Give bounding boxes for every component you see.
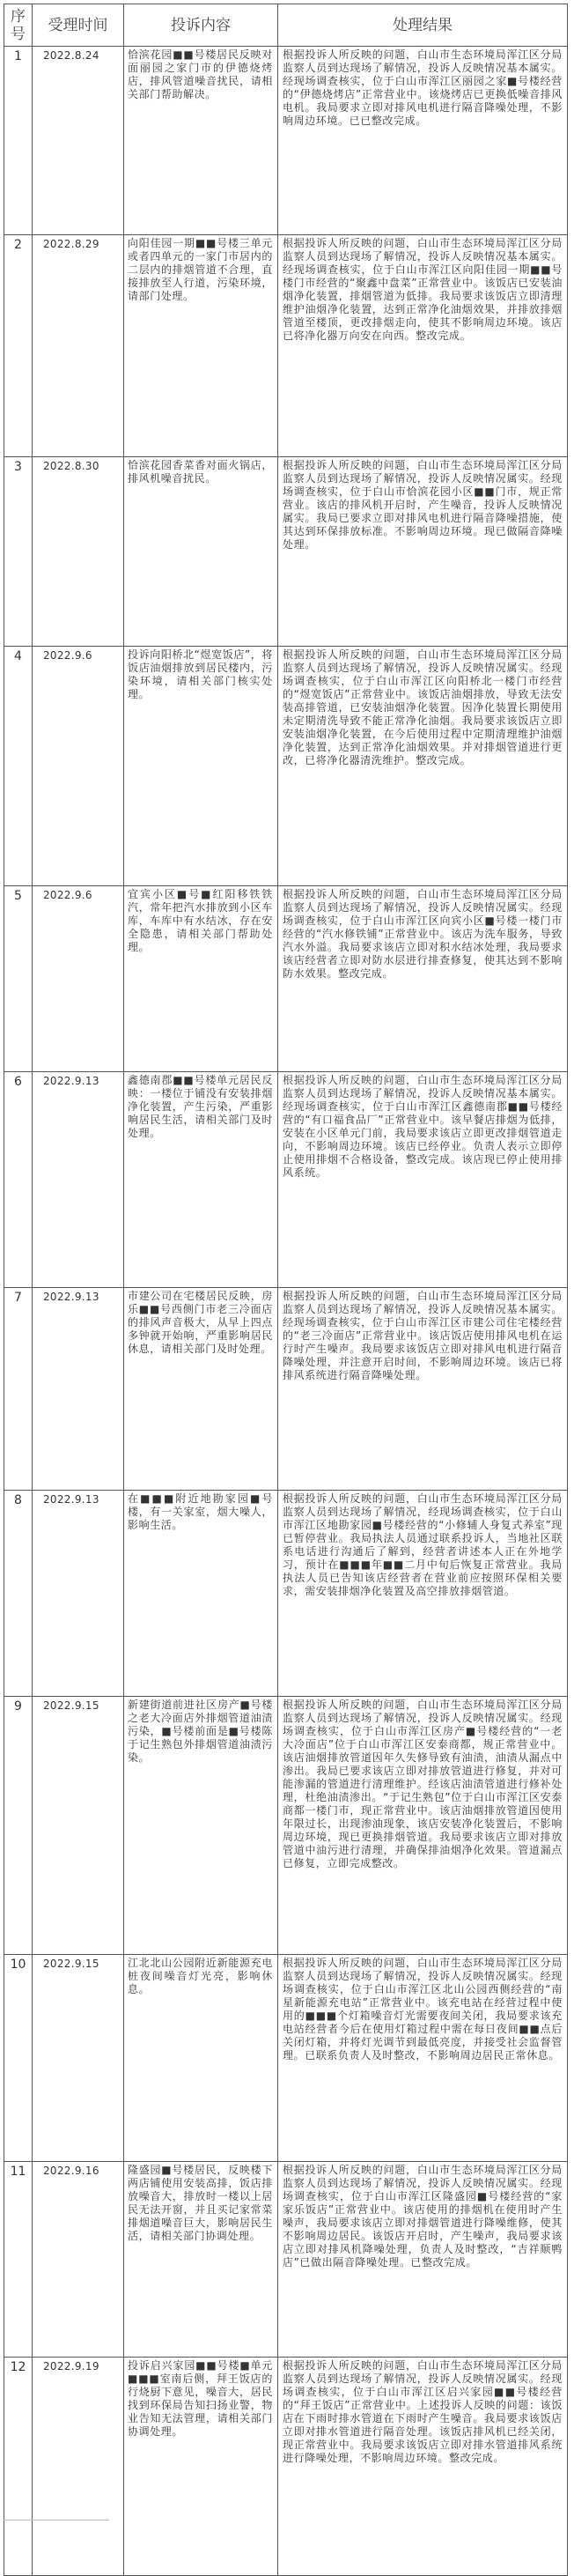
complaint-text: 在■■■附近地勘家园■号楼，有一关家室，烟大噪人，影响生活。	[128, 1492, 273, 1531]
row-result	[278, 2162, 568, 2358]
row-date: 2022.9.15	[33, 1697, 124, 1955]
table-row	[4, 1955, 568, 2162]
row-result	[278, 1491, 568, 1697]
row-result	[278, 647, 568, 886]
row-number: 1	[4, 47, 33, 235]
result-text: 根据投诉人所反映的问题，白山市生态环境局浑江区分局监察人员到达现场了解情况，投诉人反映情况基本属实。经现场调查核实，位于白山市浑江区向阳佳园一期■■号楼门市经营的“聚鑫中盘菜”正常营业中。该饭店已安装油烟净化装置，排烟管道为低排。我局要求该饭店立即清理维护油烟净化装置，达到正常净化油烟效果，并排放排烟管道至楼顶，更改排烟走向，使其不影响周边环境。该店已将净化器万向安在向西。整改完成。	[283, 237, 563, 342]
complaint-table	[4, 4, 568, 2576]
row-number: 12	[4, 2358, 33, 2576]
table-row	[4, 1072, 568, 1288]
row-number: 3	[4, 457, 33, 647]
row-date: 2022.9.19	[33, 2358, 124, 2576]
table-row	[4, 647, 568, 886]
row-result	[278, 47, 568, 235]
row-complaint	[124, 457, 278, 647]
header-time: 受理时间	[33, 4, 124, 47]
row-number: 6	[4, 1072, 33, 1288]
table-row	[4, 1288, 568, 1491]
row-result	[278, 1288, 568, 1491]
header-result: 处理结果	[278, 4, 568, 47]
complaint-text: 投诉启兴家园■■号楼■单元■■■室南后侧，拜王饭店的行烧厨下意见，噪音大，居民找到环保局告知扫扬业警，物业告知无法管理，请相关部门协调处理。	[128, 2359, 273, 2438]
header-no: 序号	[4, 4, 33, 47]
table-row	[4, 2162, 568, 2358]
table-row	[4, 457, 568, 647]
row-number: 10	[4, 1955, 33, 2162]
row-number: 2	[4, 235, 33, 457]
row-number: 8	[4, 1491, 33, 1697]
result-text: 根据投诉人所反映的问题，白山市生态环境局浑江区分局监察人员到达现场了解情况，经现场调查核实，位于白山市浑江区地勘家园■号楼经营的“小修辅人身复式养室”现已暂停营业。我局执法人员通过联系投诉人，当地社区联系电话进行沟通后了解到，经营者讲述本人正在外地学习，预计在■■■年■■二月中旬后恢复正常营业。我局执法人员已告知该店经营者在营业前应按照环保相关要求，需安装排烟净化装置及高空排放排烟管道。	[283, 1492, 563, 1597]
row-date: 2022.9.6	[33, 647, 124, 886]
table-row	[4, 886, 568, 1072]
row-date: 2022.8.30	[33, 457, 124, 647]
result-text: 根据投诉人所反映的问题，白山市生态环境局浑江区分局监察人员到达现场了解情况，投诉人反映情况基本属实。经现场调查核实，位于白山市浑江区市建公司住宅楼经营的“老三冷面店”正常营业中。该店饭店使用排风电机在运行时产生噪声。我局要求该饭店立即对排风电机进行隔音降噪处理，并注意开启时间，不影响周边环境。该店已将排风系统进行隔音降噪处理。	[283, 1290, 563, 1381]
table-row	[4, 2358, 568, 2576]
complaint-text: 隆盛园■号楼居民，反映楼下两店铺使用安装高排，饭店排放噪音大，排放时一楼以上居民无法开窗，并且买记家常菜排烟道噪音巨大，影响居民生活，请相关部门协调处理。	[128, 2164, 273, 2242]
row-complaint	[124, 1697, 278, 1955]
result-text: 根据投诉人所反映的问题，白山市生态环境局浑江区分局监察人员到达现场了解情况，投诉人反映情况基本属实。经现场调查核实，位于白山市浑江区鑫德南郡■■号楼经营的“有口福食品厂”正常营业中。该早餐店排烟为低排，安装在小区单元门前，我局要求该店立即更改排烟管道走向，不影响周边环境。该店已经停业。负责人表示立即停止使用排烟不合格设备，整改完成。该店现已停止使用排风系统。	[283, 1074, 563, 1179]
result-text: 根据投诉人所反映的问题，白山市生态环境局浑江区分局监察人员到达现场了解情况，投诉人反映情况属实。经现场调查核实，位于白山市浑江区北山公园西侧经营的“南星新能源充电站”正常营业中。该充电站在经营过程中使用的■■■个灯箱噪音灯光需要夜间关闭，我局要求该充电站经营者今后在使用灯箱过程中需在每日夜间■■点后关闭灯箱，并将灯光调节到最低亮度，并接受社会监督管理。已联系负责人及时整改，不影响周边居民正常休息。	[283, 1957, 563, 2062]
row-complaint	[124, 2358, 278, 2576]
row-complaint	[124, 886, 278, 1072]
row-complaint	[124, 1491, 278, 1697]
table-row	[4, 1491, 568, 1697]
row-date: 2022.9.13	[33, 1072, 124, 1288]
result-text: 根据投诉人所反映的问题，白山市生态环境局浑江区分局监察人员到达现场了解情况，投诉人反映情况属实。经现场调查核实，位于白山市恰滨花园小区■■门市，规正常营业。该店的排风机开启时，产生噪音，投诉人反映情况属实。我局已要求立即对排风电机进行隔音降噪措施，使其达到环保排放标准。不影响周边环境。现已做隔音降噪处理。	[283, 459, 563, 551]
complaint-text: 宜宾小区■号■红阳移铁铁汽，常年把汽水排放到小区车库，车库中有水结冰，存在安全隐患，请相关部门帮助处理。	[128, 888, 273, 953]
row-date: 2022.8.24	[33, 47, 124, 235]
row-result	[278, 457, 568, 647]
complaint-text: 鑫德南郡■■号楼单元居民反映：一楼位于铺没有安装排烟净化装置，产生污染，严重影响居民生活，请相关部门及时处理。	[128, 1074, 273, 1139]
complaint-text: 向阳佳园一期■■号楼三单元或者四单元的一家门市居内的二层内的排烟管道不合理，直接排放至人行道，污染环境，请部门处理。	[128, 237, 273, 302]
table-row	[4, 47, 568, 235]
row-complaint	[124, 235, 278, 457]
row-number: 5	[4, 886, 33, 1072]
row-number: 11	[4, 2162, 33, 2358]
complaint-text: 恰滨花园香菜香对面火锅店，排风机噪音扰民。	[128, 459, 273, 485]
result-text: 根据投诉人所反映的问题，白山市生态环境局浑江区分局监察人员到达现场了解情况，投诉人反映情况属实。经现场调查核实，位于白山市浑江区向宾小区■号楼一楼门市经营的“汽水修铁铺”正常营业中。该店为洗车服务，导致汽水外溢。我局要求该店立即对积水结冰处理，我局要求该店经营者立即对防水层进行排查修复，使其达到不影响防水效果。整改完成。	[283, 888, 563, 980]
row-result	[278, 1955, 568, 2162]
row-number: 7	[4, 1288, 33, 1491]
complaint-text: 江北北山公园附近新能源充电桩夜间噪音灯光亮，影响休息。	[128, 1957, 273, 1995]
row-date: 2022.9.13	[33, 1491, 124, 1697]
row-result	[278, 1697, 568, 1955]
result-text: 根据投诉人所反映的问题，白山市生态环境局浑江区分局监察人员到达现场了解情况，投诉人反映情况属实。经现场调查核实，位于白山市浑江区向阳桥北一楼门市经营的“煜宽饭店”正常营业中。该饭店油烟排放，导致无法安装高排管道，已安装油烟净化装置。因净化装置长期使用未定期清洗导致不能正常净化油烟。我局要求该饭店立即安装油烟净化装置，在今后使用过程中定期清理维护油烟净化装置，达到正常净化油烟效果。并对排烟管道进行更改，已将净化器清洗维护。整改完成。	[283, 648, 563, 766]
header-content: 投诉内容	[124, 4, 278, 47]
row-number: 9	[4, 1697, 33, 1955]
row-complaint	[124, 2162, 278, 2358]
row-date: 2022.9.15	[33, 1955, 124, 2162]
result-text: 根据投诉人所反映的问题，白山市生态环境局浑江区分局监察人员到达现场了解情况，投诉人反映情况属实。经现场调查核实，位于白山市浑江区房产■号楼经营的“一老大冷面店”位于白山市浑江区安泰商都，规正常营业中。该店油烟排放管道因年久失修导致有油渍，油渍从漏点中渗出。我局已要求该店立即对排放管道进行修复，并对可能渗漏的管道进行清理维护。经该店油渍管道进行修补处理，杜绝油渍渗出。“于记生熟包”位于白山市浑江区安泰商都一楼门市，现正常营业中。该店油烟排放管道因使用年限过长，出现渗油现象，该店安装净化装置后，不影响周边环境，现已更换排烟管道。我局要求该店立即对排放管道中油污进行清理，并确保排油烟净化效果。管道漏点已修复，立即完成整改。	[283, 1699, 563, 1869]
row-number: 4	[4, 647, 33, 886]
row-result	[278, 886, 568, 1072]
row-complaint	[124, 1955, 278, 2162]
table-row	[4, 235, 568, 457]
complaint-text: 新建街道前进社区房产■号楼之老大冷面店外排烟管道油渍污染，■号楼前面是■号楼陈于记生熟包外排烟管道油渍污染。	[128, 1699, 273, 1764]
row-complaint	[124, 1288, 278, 1491]
row-date: 2022.8.29	[33, 235, 124, 457]
row-complaint	[124, 47, 278, 235]
complaint-text: 市建公司在宅楼居民反映，房乐■■号西侧门市老三冷面店的排风声音极大，从早上四点多钟就开始响，严重影响居民休息，请相关部门及时处理。	[128, 1290, 273, 1355]
row-complaint	[124, 1072, 278, 1288]
complaint-text: 投诉向阳桥北“煜宽饭店”，将饭店油烟排放到居民楼内，污染环境，请相关部门核实处理。	[128, 648, 273, 700]
row-date: 2022.9.13	[33, 1288, 124, 1491]
result-text: 根据投诉人所反映的问题，白山市生态环境局浑江区分局监察人员到达现场了解情况，投诉人反映情况属实。经现场调查核实，位于白山市浑江区隆盛园■号楼经营的“家家乐饭店”正常营业中。该店使用的排烟机在使用时产生噪声，我局要求该店立即对排烟管道进行降噪维修，使其不影响周边居民。该饭店开启时，产生噪声，我局要求该店立即对排风机降噪处理，负责人及时整改，“吉祥顺鸭店”已做出隔音降噪处理。已整改完成。	[283, 2164, 563, 2269]
row-result	[278, 2358, 568, 2576]
row-result	[278, 235, 568, 457]
result-text: 根据投诉人所反映的问题，白山市生态环境局浑江区分局监察人员到达现场了解情况，投诉人反映情况属实。经现场调查核实，位于白山市浑江区启兴家园■■号楼经营的“拜王饭店”正常营业中。上述投诉人反映的问题：该饭店在下雨时排水管道在下雨时产生噪音。我局要求该饭店立即对排水管道进行隔音处理。该饭店排风机已经关闭，现正常营业中。我局要求该饭店立即对排水管道排风系统进行降噪处理，不影响周边环境。整改完成。	[283, 2359, 563, 2464]
table-row	[4, 1697, 568, 1955]
complaint-text: 恰滨花园■■号楼居民反映对面丽园之家门市的伊德烧烤店，排风管道噪音扰民，请相关部门帮助解决。	[128, 48, 273, 100]
row-result	[278, 1072, 568, 1288]
row-complaint	[124, 647, 278, 886]
row-date: 2022.9.16	[33, 2162, 124, 2358]
row-date: 2022.9.6	[33, 886, 124, 1072]
table-header-row	[4, 4, 568, 47]
result-text: 根据投诉人所反映的问题，白山市生态环境局浑江区分局监察人员到达现场了解情况，投诉人反映情况基本属实。经现场调查核实，位于白山市浑江区丽园之家■号楼经营的“伊德烧烤店”正常营业中。该烧烤店已更换低噪音排风电机。我局要求立即对排风电机进行隔音降噪处理，不影响周边环境。已已整改完成。	[283, 48, 563, 127]
